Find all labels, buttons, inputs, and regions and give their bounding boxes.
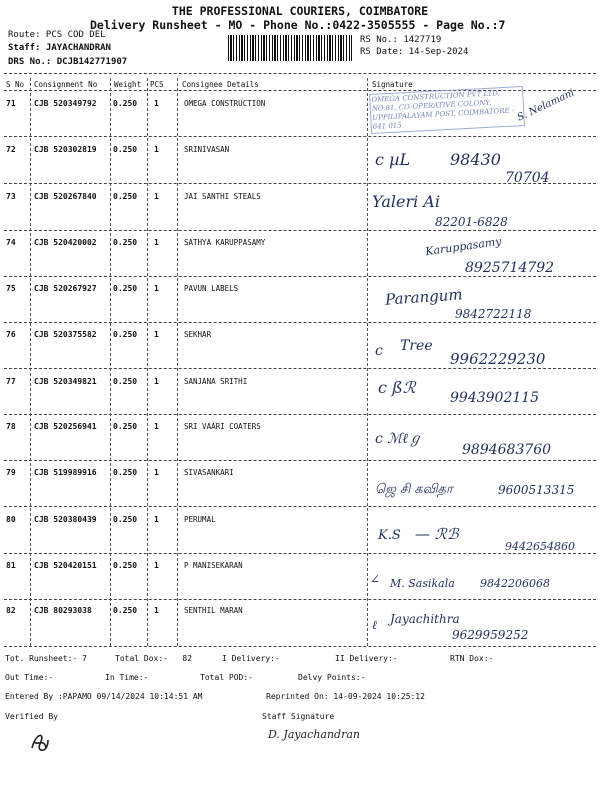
row-signature-phone: 8925714792: [465, 260, 555, 276]
row-signature: Jayachithra: [390, 612, 460, 626]
row-separator: [4, 183, 596, 184]
row-pcs: 1: [154, 192, 159, 201]
row-signature-mark: c µL: [375, 150, 411, 169]
row-consignment: CJB 520256941: [34, 422, 97, 431]
row-consignment: CJB 520375582: [34, 330, 97, 339]
row-weight: 0.250: [113, 606, 138, 615]
row-consignment: CJB 80293038: [34, 606, 92, 615]
row-signature-mark: c ßℛ: [378, 378, 416, 397]
company-stamp: OMEGA CONSTRUCTION PVT LTD, NO.81, CO-OPERATIVE COLONY, UPPILIPALAYAM POST, COIMBATORE - 641 015: [369, 86, 525, 134]
row-signature-mark: c ℳℓℊ: [375, 431, 423, 447]
col-header-pcs: PCS: [150, 80, 164, 89]
row-consignment: CJB 520267840: [34, 192, 97, 201]
row-consignee: SENTHIL MARAN: [184, 606, 243, 615]
verifier-signature-icon: [28, 728, 52, 756]
row-pcs: 1: [154, 330, 159, 339]
row-weight: 0.250: [113, 99, 138, 108]
row-sno: 76: [6, 330, 16, 339]
row-separator: [4, 460, 596, 461]
row-consignee: SRI VAARI COATERS: [184, 422, 261, 431]
row-consignee: SATHYA KARUPPASAMY: [184, 238, 266, 247]
row-separator: [4, 368, 596, 369]
col-header-signature: Signature: [372, 80, 413, 89]
row-consignment: CJB 520349821: [34, 377, 97, 386]
row-consignment: CJB 520420002: [34, 238, 97, 247]
rtn-dox: RTN Dox:-: [450, 654, 494, 663]
row-separator: [4, 136, 596, 137]
i-delivery: I Delivery:-: [222, 654, 280, 663]
row-consignee: SIVASANKARI: [184, 468, 234, 477]
row-signature-mark: ∠: [370, 572, 381, 586]
route-label: Route: PCS COD DEL: [8, 30, 106, 40]
row-sno: 72: [6, 145, 16, 154]
row-signature: Yaleri Ai: [372, 192, 440, 211]
row-signature: Tree: [400, 338, 433, 354]
row-signature-phone: 9842206068: [480, 577, 550, 590]
row-signature-phone: 9962229230: [450, 350, 546, 368]
column-divider: [367, 78, 368, 646]
row-consignment: CJB 519989916: [34, 468, 97, 477]
row-pcs: 1: [154, 145, 159, 154]
row-signature-phone: 9894683760: [462, 442, 552, 458]
rs-date: RS Date: 14-Sep-2024: [360, 47, 469, 57]
row-consignee: SRINIVASAN: [184, 145, 230, 154]
ii-delivery: II Delivery:-: [335, 654, 398, 663]
row-pcs: 1: [154, 99, 159, 108]
row-weight: 0.250: [113, 192, 138, 201]
row-signature: S. Nelamani: [515, 87, 577, 124]
row-weight: 0.250: [113, 468, 138, 477]
rs-number: RS No.: 1427719: [360, 35, 442, 45]
row-weight: 0.250: [113, 377, 138, 386]
row-weight: 0.250: [113, 330, 138, 339]
row-signature: K.S: [378, 528, 401, 543]
row-sno: 82: [6, 606, 16, 615]
row-weight: 0.250: [113, 561, 138, 570]
row-signature-phone: 9442654860: [505, 540, 575, 553]
out-time: Out Time:-: [5, 673, 54, 682]
row-sno: 73: [6, 192, 16, 201]
row-sno: 77: [6, 377, 16, 386]
drs-number: DRS No.: DCJB142771907: [8, 57, 128, 67]
row-sno: 75: [6, 284, 16, 293]
row-consignment: CJB 520349792: [34, 99, 97, 108]
column-divider: [177, 78, 178, 646]
row-pcs: 1: [154, 606, 159, 615]
row-signature: Parangum: [384, 285, 464, 309]
row-signature-phone: 9842722118: [455, 307, 532, 321]
row-signature-mark: c: [375, 343, 383, 359]
col-header-consignment: Consignment No: [34, 80, 98, 89]
row-consignment: CJB 520420151: [34, 561, 97, 570]
entered-by: Entered By :PAPAMO 09/14/2024 10:14:51 AM: [5, 692, 203, 701]
row-sno: 79: [6, 468, 16, 477]
row-pcs: 1: [154, 284, 159, 293]
barcode-image: [228, 35, 352, 61]
column-divider: [147, 78, 148, 646]
company-title: THE PROFESSIONAL COURIERS, COIMBATORE: [171, 4, 429, 18]
row-pcs: 1: [154, 515, 159, 524]
row-separator: [4, 322, 596, 323]
column-divider: [110, 78, 111, 646]
col-header-consignee: Consignee Details: [182, 80, 259, 89]
row-pcs: 1: [154, 238, 159, 247]
row-separator: [4, 646, 596, 647]
row-pcs: 1: [154, 561, 159, 570]
total-dox: Total Dox:- 82: [115, 654, 193, 663]
row-signature-phone: 9600513315: [498, 483, 575, 497]
total-runsheet: Tot. Runsheet:- 7: [5, 654, 87, 663]
row-weight: 0.250: [113, 284, 138, 293]
row-consignment: CJB 520267927: [34, 284, 97, 293]
verified-by-label: Verified By: [5, 712, 58, 721]
row-signature-mark: ஜெ சி கவிதா: [375, 482, 453, 497]
col-header-sno: S No: [6, 80, 25, 89]
col-header-weight: Weight: [114, 80, 142, 89]
staff-signature: D. Jayachandran: [268, 728, 360, 741]
in-time: In Time:-: [105, 673, 149, 682]
row-consignee: JAI SANTHI STEALS: [184, 192, 261, 201]
row-separator: [4, 506, 596, 507]
row-consignment: CJB 520380439: [34, 515, 97, 524]
row-signature: M. Sasikala: [390, 577, 455, 590]
row-consignee: P MANISEKARAN: [184, 561, 243, 570]
row-weight: 0.250: [113, 422, 138, 431]
row-signature: 98430: [450, 150, 501, 169]
row-consignment: CJB 520302819: [34, 145, 97, 154]
row-consignee: SEKHAR: [184, 330, 212, 339]
row-weight: 0.250: [113, 515, 138, 524]
row-separator: [4, 599, 596, 600]
row-sno: 71: [6, 99, 16, 108]
row-consignee: PERUMAL: [184, 515, 216, 524]
staff-label: Staff: JAYACHANDRAN: [8, 43, 111, 53]
row-sno: 80: [6, 515, 16, 524]
column-divider: [30, 78, 31, 646]
row-consignee: SANJANA SRITHI: [184, 377, 248, 386]
row-signature: Karuppasamy: [424, 234, 503, 259]
row-weight: 0.250: [113, 145, 138, 154]
row-consignee: OMEGA CONSTRUCTION: [184, 99, 266, 108]
table-top-rule: [4, 73, 596, 74]
row-pcs: 1: [154, 468, 159, 477]
row-sno: 74: [6, 238, 16, 247]
row-pcs: 1: [154, 377, 159, 386]
row-consignee: PAVUN LABELS: [184, 284, 239, 293]
row-signature-mark: ℓ: [372, 618, 377, 632]
row-signature-phone: 70704: [505, 170, 550, 186]
staff-signature-label: Staff Signature: [262, 712, 335, 721]
row-separator: [4, 276, 596, 277]
row-signature-phone: 82201-6828: [435, 215, 508, 229]
runsheet-title: Delivery Runsheet - MO - Phone No.:0422-3505555 - Page No.:7: [90, 18, 506, 32]
row-signature-phone: 9943902115: [450, 390, 540, 406]
row-separator: [4, 414, 596, 415]
delvy-points: Delvy Points:-: [298, 673, 366, 682]
row-sno: 78: [6, 422, 16, 431]
total-pod: Total POD:-: [200, 673, 253, 682]
row-separator: [4, 230, 596, 231]
row-pcs: 1: [154, 422, 159, 431]
reprinted-on: Reprinted On: 14-09-2024 10:25:12: [266, 692, 425, 701]
row-signature-mark: — ℛℬ: [415, 525, 459, 543]
row-sno: 81: [6, 561, 16, 570]
row-weight: 0.250: [113, 238, 138, 247]
row-separator: [4, 553, 596, 554]
row-signature-phone: 9629959252: [452, 628, 529, 642]
